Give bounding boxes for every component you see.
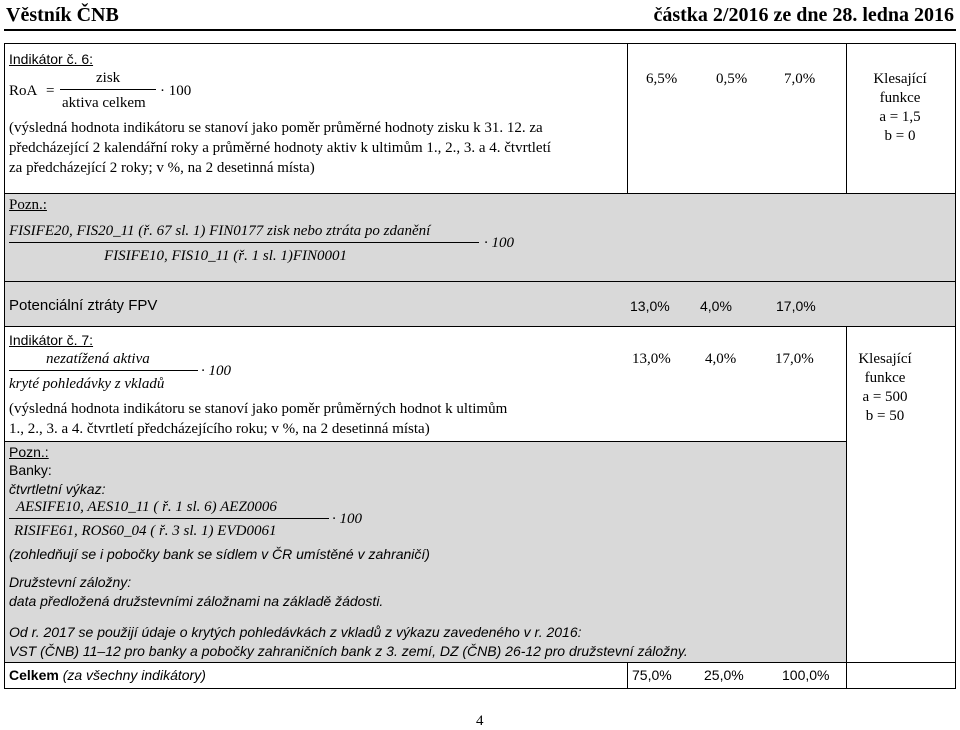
ind7-formula-den: kryté pohledávky z vkladů	[9, 376, 165, 392]
fpv-top-rule	[4, 281, 956, 282]
ind7-od-1: Od r. 2017 se použijí údaje o krytých pohledávkách z vkladů z výkazu zavedeného v r. 2016:	[9, 624, 582, 640]
journal-title: Věstník ČNB	[6, 4, 119, 26]
ind7-fn-3: a = 500	[862, 389, 908, 405]
ind6-desc-1: (výsledná hodnota indikátoru se stanoví jako poměr průměrné hodnoty zisku k 31. 12. za	[9, 120, 543, 136]
ind6-formula-den: aktiva celkem	[62, 95, 146, 111]
ind6-formula-num: zisk	[96, 70, 121, 86]
ind6-value-2: 0,5%	[716, 71, 748, 87]
ind7-bank-fraction-bar	[9, 518, 329, 519]
fpv-value-1: 13,0%	[630, 298, 670, 314]
ind7-value-2: 4,0%	[705, 351, 737, 367]
ind7-fraction-bar	[9, 370, 198, 371]
page-number: 4	[476, 713, 484, 729]
ind7-bank-mult: · 100	[332, 511, 362, 527]
ind7-druz-2: data předložená družstevními záložnami na základě žádosti.	[9, 593, 384, 609]
ind7-formula-num: nezatížená aktiva	[46, 351, 150, 367]
header-rule	[4, 29, 956, 31]
ind6-col-divider	[627, 43, 628, 193]
ind6-value-3: 7,0%	[784, 71, 816, 87]
ind6-title: Indikátor č. 6:	[9, 51, 94, 67]
ind7-od-2: VST (ČNB) 11–12 pro banky a pobočky zahraničních bank z 3. zemí, DZ (ČNB) 26-12 pro družstevní záložny.	[9, 643, 688, 659]
ind7-title: Indikátor č. 7:	[9, 332, 94, 348]
fpv-label: Potenciální ztráty FPV	[9, 297, 158, 314]
ind7-fn-4: b = 50	[865, 408, 905, 424]
ind6-fn-2: funkce	[879, 90, 921, 106]
ind6-formula-mult: · 100	[160, 83, 192, 99]
ind6-note-num: FISIFE20, FIS20_11 (ř. 67 sl. 1) FIN0177 zisk nebo ztráta po zdanění	[9, 223, 431, 239]
ind7-value-1: 13,0%	[632, 351, 671, 367]
total-value-3: 100,0%	[782, 667, 830, 683]
ind7-banky: Banky:	[9, 462, 52, 478]
ind7-note-top-rule	[4, 441, 847, 442]
ind7-bank-num: AESIFE10, AES10_11 ( ř. 1 sl. 6) AEZ0006	[16, 499, 277, 515]
fpv-value-2: 4,0%	[700, 298, 732, 314]
total-label	[9, 666, 206, 684]
ind7-note-label: Pozn.:	[9, 444, 49, 460]
total-value-1: 75,0%	[632, 667, 672, 683]
ind7-bank-den: RISIFE61, ROS60_04 ( ř. 3 sl. 1) EVD0061	[14, 523, 277, 539]
ind6-note-label: Pozn.:	[9, 197, 47, 213]
ind7-formula-mult: · 100	[201, 363, 231, 379]
ind7-desc-1: (výsledná hodnota indikátoru se stanoví jako poměr průměrných hodnot k ultimům	[9, 401, 508, 417]
ind6-formula-lhs: RoA	[9, 83, 38, 99]
total-value-2: 25,0%	[704, 667, 744, 683]
ind7-druz: Družstevní záložny:	[9, 574, 132, 590]
ind6-note-fraction-bar	[9, 242, 479, 243]
ind7-desc-2: 1., 2., 3. a 4. čtvrtletí předcházejícího roku; v %, na 2 desetinná místa)	[9, 421, 430, 437]
ind7-value-3: 17,0%	[775, 351, 814, 367]
ind7-fn-1: Klesající	[858, 351, 912, 367]
ind6-note-mult: · 100	[484, 235, 514, 251]
ind6-fn-4: b = 0	[884, 128, 916, 144]
fpv-value-3: 17,0%	[776, 298, 816, 314]
ind6-note-den: FISIFE10, FIS10_11 (ř. 1 sl. 1)FIN0001	[104, 248, 348, 264]
total-divider-1	[627, 662, 628, 689]
ind6-note-top-rule	[4, 193, 956, 194]
total-label-bold: Celkem	[9, 667, 59, 683]
ind6-fraction-bar	[60, 89, 156, 90]
ind7-zohl: (zohledňují se i pobočky bank se sídlem v ČR umístěné v zahraničí)	[9, 546, 430, 562]
ind6-desc-2: předcházející 2 kalendářní roky a průměrné hodnoty aktiv k ultimům 1., 2., 3. a 4. čtvrtletí	[9, 140, 551, 156]
ind6-fn-1: Klesající	[873, 71, 927, 87]
ind6-value-1: 6,5%	[646, 71, 678, 87]
ind6-formula-eq: =	[46, 83, 55, 99]
ind7-fn-2: funkce	[864, 370, 906, 386]
ind7-ctvrt: čtvrtletní výkaz:	[9, 481, 106, 497]
total-divider-2	[846, 662, 847, 689]
ind6-fn-3: a = 1,5	[879, 109, 921, 125]
issue-info: částka 2/2016 ze dne 28. ledna 2016	[653, 4, 954, 26]
total-label-note: (za všechny indikátory)	[62, 667, 206, 683]
ind6-desc-3: za předcházející 2 roky; v %, na 2 desetinná místa)	[9, 160, 315, 176]
fpv-bottom-rule	[4, 326, 956, 327]
total-top-rule	[4, 662, 956, 663]
